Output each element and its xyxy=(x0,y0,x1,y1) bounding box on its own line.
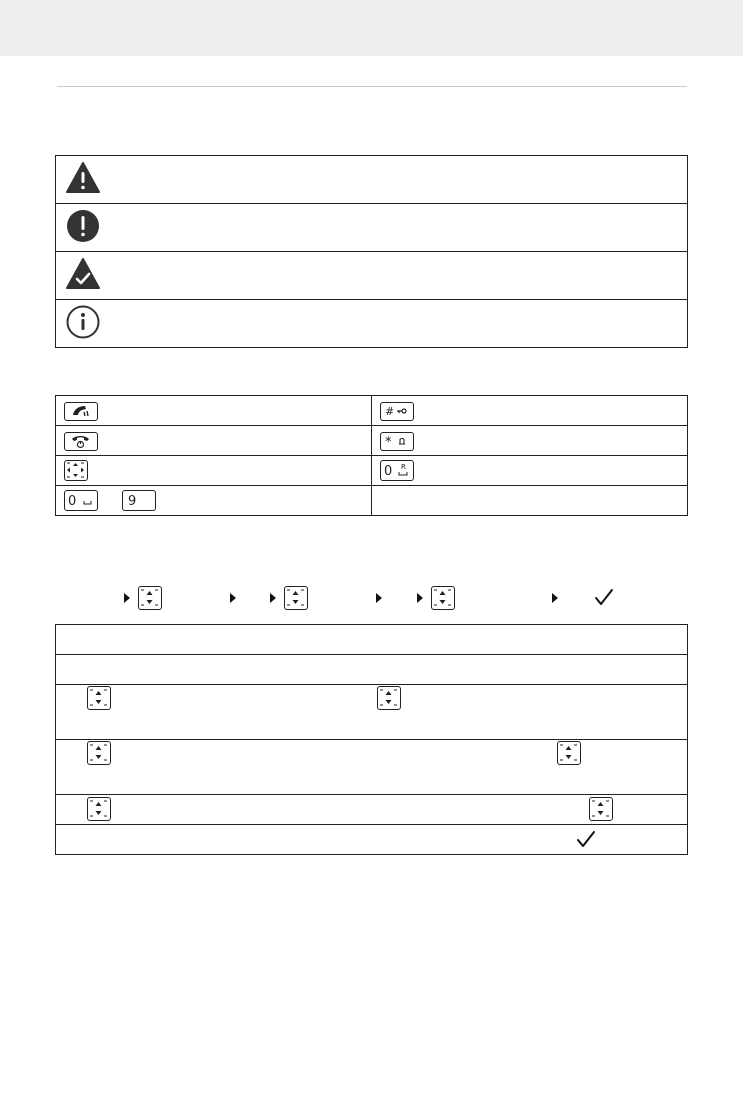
up-down-key-icon xyxy=(87,686,111,710)
up-down-key-icon xyxy=(87,741,111,765)
up-down-key-icon xyxy=(377,686,401,710)
talk-key-icon xyxy=(64,402,98,421)
keys-row-4 xyxy=(56,486,688,516)
notice-row-important xyxy=(56,204,688,252)
notice-row-info xyxy=(56,300,688,348)
up-down-key-icon xyxy=(557,741,581,765)
keys-row-2 xyxy=(56,426,688,456)
digit-last-label: 9 xyxy=(128,494,137,509)
confirm-check-icon xyxy=(576,830,596,852)
keys-row-3 xyxy=(56,456,688,486)
check-triangle-icon xyxy=(66,276,100,295)
path-arrow-icon xyxy=(124,593,130,603)
digit-zero-key-icon xyxy=(64,490,98,511)
confirm-check-icon xyxy=(594,588,614,610)
step-row-2 xyxy=(56,655,688,685)
step-row-3 xyxy=(56,685,688,740)
path-arrow-icon xyxy=(270,593,276,603)
control-key-icon xyxy=(64,460,88,481)
svg-text:#: # xyxy=(385,404,395,418)
notice-row-tip xyxy=(56,252,688,300)
warning-triangle-icon xyxy=(66,180,100,199)
up-down-key-icon xyxy=(589,797,613,821)
notice-table xyxy=(55,155,688,348)
up-down-key-icon xyxy=(284,586,308,610)
path-arrow-icon xyxy=(376,593,382,603)
keys-table xyxy=(55,395,688,516)
notice-row-warning xyxy=(56,156,688,204)
hash-lock-key-icon xyxy=(380,402,414,421)
svg-text:0: 0 xyxy=(384,464,393,479)
path-arrow-icon xyxy=(230,593,236,603)
path-arrow-icon xyxy=(417,593,423,603)
keys-row-1 xyxy=(56,396,688,426)
zero-recall-key-icon xyxy=(380,460,414,481)
end-power-key-icon xyxy=(64,432,98,451)
up-down-key-icon xyxy=(431,586,455,610)
info-circle-icon xyxy=(66,324,100,343)
digit-nine-key-icon xyxy=(122,490,156,511)
step-row-1 xyxy=(56,625,688,655)
up-down-key-icon xyxy=(138,586,162,610)
up-down-key-icon xyxy=(87,797,111,821)
step-row-4 xyxy=(56,740,688,795)
digit-first-label: 0 xyxy=(68,494,77,509)
top-band xyxy=(0,0,743,56)
svg-text:R: R xyxy=(401,463,406,471)
star-bell-key-icon xyxy=(380,432,414,451)
path-arrow-icon xyxy=(552,593,558,603)
svg-text:*: * xyxy=(385,434,392,449)
important-circle-icon xyxy=(66,228,100,247)
header-rule xyxy=(57,86,687,87)
